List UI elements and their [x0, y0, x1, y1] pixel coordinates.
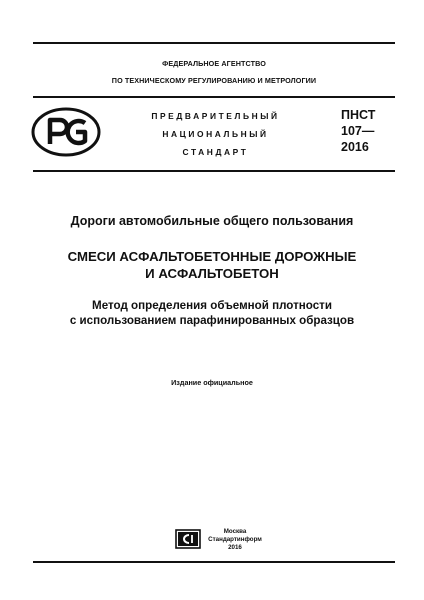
main-title-line-1: СМЕСИ АСФАЛЬТОБЕТОННЫЕ ДОРОЖНЫЕ — [67, 249, 357, 264]
edition-label: Издание официальное — [171, 378, 253, 387]
bottom-rule — [33, 561, 395, 563]
agency-line-1: ФЕДЕРАЛЬНОЕ АГЕНТСТВО — [162, 59, 266, 68]
standartinform-logo-icon — [175, 529, 201, 549]
subtitle-line-2: с использованием парафинированных образцов — [69, 314, 355, 327]
top-rule — [33, 42, 395, 44]
subtitle-line-1: Метод определения объемной плотности — [92, 299, 332, 312]
agency-line-2: ПО ТЕХНИЧЕСКОМУ РЕГУЛИРОВАНИЮ И МЕТРОЛОГИИ — [111, 76, 317, 85]
document-main-title — [20, 248, 404, 282]
standard-type-line-2: НАЦИОНАЛЬНЫЙ — [162, 129, 269, 139]
document-subtitle — [20, 298, 404, 328]
header-rule — [33, 96, 395, 98]
designation-line-3: 2016 — [341, 140, 369, 154]
designation-line-2: 107— — [341, 124, 375, 138]
gost-emblem-icon — [30, 106, 102, 158]
standard-type-line-3: СТАНДАРТ — [182, 147, 249, 157]
title-block-rule — [33, 170, 395, 172]
publisher-city: Москва — [223, 528, 247, 535]
document-category: Дороги автомобильные общего пользования — [70, 214, 354, 228]
designation-line-1: ПНСТ — [341, 108, 376, 122]
standard-type-line-1: ПРЕДВАРИТЕЛЬНЫЙ — [151, 111, 280, 121]
publisher-year: 2016 — [228, 544, 242, 551]
publisher-name: Стандартинформ — [208, 536, 262, 543]
main-title-line-2: И АСФАЛЬТОБЕТОН — [145, 266, 279, 281]
